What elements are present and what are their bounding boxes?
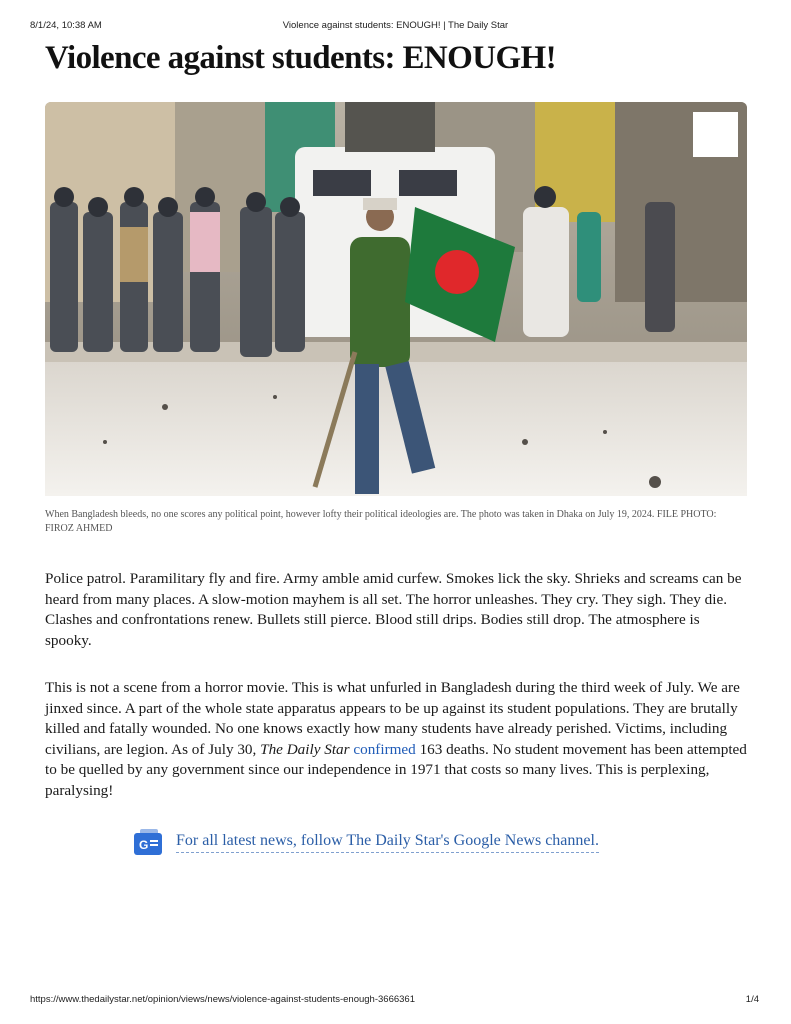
newspaper-name-italic: The Daily Star [260, 740, 350, 758]
google-news-icon [134, 829, 162, 855]
paragraph-2-text-before: This is not a scene from a horror movie. This is what unfurled in Bangladesh during the third week of July. We are jinxed since. A part of the whole state apparatus appears to be up against its student populations. They are brutally killed and fatally wounded. No one knows exactly how many students have already perished. Victims, including civilians, are legion. As of July 30, [45, 679, 740, 758]
paragraph-2-text-after: 163 deaths. No student movement has been attempted to be quelled by any government since our independence in 1971 that costs so many lives. This is perplexing, paralysing! [45, 740, 747, 799]
article-paragraph-1: Police patrol. Paramilitary fly and fire. Army amble amid curfew. Smokes lick the sky. Shrieks and screams can be heard from many places. A slow-motion mayhem is all set. The horror unleashes. They cry. They sigh. They die. Clashes and confrontations renew. Bullets still pierce. Blood still drips. Bodies still drop. The atmosphere is spooky. [45, 570, 742, 649]
print-header [0, 20, 791, 32]
confirmed-link[interactable]: confirmed [353, 740, 416, 758]
google-news-link[interactable]: For all latest news, follow The Daily Star's Google News channel. [176, 832, 599, 853]
print-url: https://www.thedailystar.net/opinion/views/news/violence-against-students-enough-3666361 [30, 994, 415, 1005]
article-photo [45, 102, 747, 496]
article-headline: Violence against students: ENOUGH! [45, 40, 556, 76]
print-datetime: 8/1/24, 10:38 AM [30, 20, 102, 31]
street-scene-image [45, 102, 747, 496]
article-paragraph-2 [45, 678, 750, 802]
print-footer [0, 994, 791, 1006]
google-news-follow[interactable] [134, 828, 599, 856]
print-page-title: Violence against students: ENOUGH! | The Daily Star [282, 20, 509, 31]
svg-text:G: G [139, 838, 149, 852]
photo-caption: When Bangladesh bleeds, no one scores any political point, however lofty their political ideologies are. The photo was taken in Dhaka on July 19, 2024. FILE PHOTO: FIROZ AHMED [45, 509, 717, 534]
print-page-number: 1/4 [745, 994, 759, 1005]
